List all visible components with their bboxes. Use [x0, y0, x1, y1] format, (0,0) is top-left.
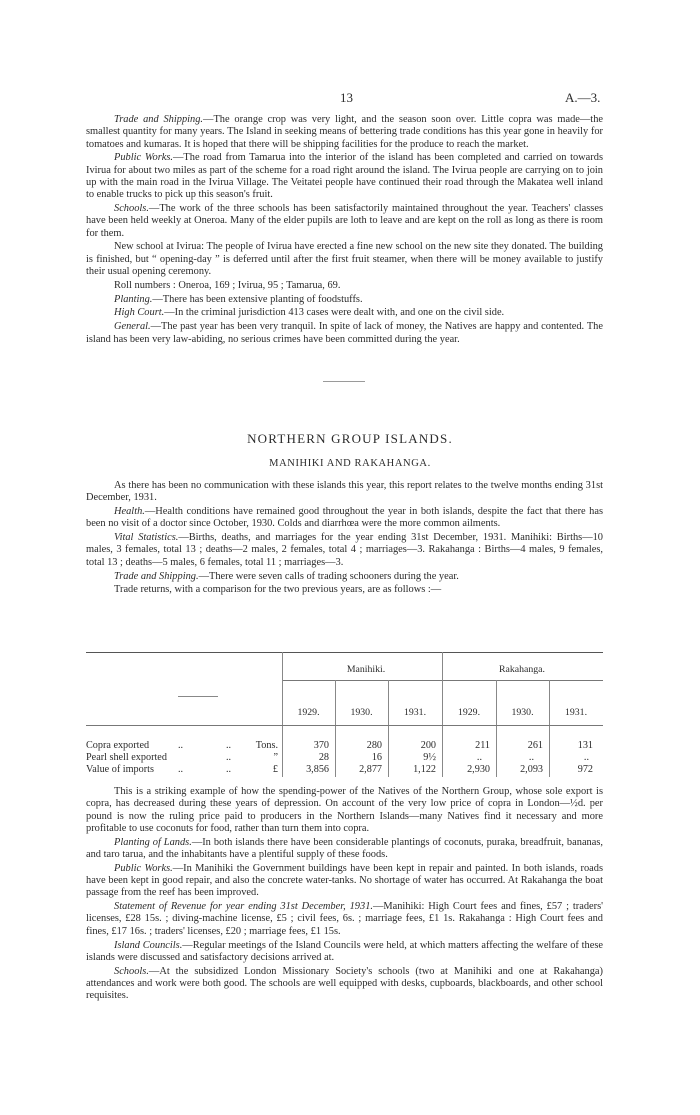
- table-cell: 28: [318, 752, 329, 763]
- table-cell: 2,093: [520, 764, 543, 775]
- table-cell: ..: [528, 752, 534, 763]
- paragraph-text: —In Manihiki the Government buildings have been kept in repair and painted. In both islands, roads have been kept in good repair, and also the concrete water-tanks. No shortage of water has occurred. At Rakahanga the boat passage from the reef has been improved.: [86, 862, 603, 899]
- paragraph-text: —Births, deaths, and marriages for the year ending 31st December, 1931. Manihiki: Births—10 males, 3 females, total 13 ; deaths—2 males, 2 females, total 4 ; marriages—3. Rakahanga : Births—4 males, 9 females, total 13 ; deaths—5 males, 6 females, total 11 ; marriages—3.: [86, 532, 603, 568]
- bottom-paragraphs: [86, 786, 603, 1004]
- paragraph-text: —Regular meetings of the Island Councils were held, at which matters affecting the welfare of these islands were discussed and satisfactory decisions arrived at.: [86, 939, 603, 963]
- paragraph-text: —The orange crop was very light, and the season soon over. Little copra was made—the smallest quantity for many years. The Island in seeking means of bettering trade conditions has this year gone in heavily for tomatoes and kumaras. It is hoped that there will be shipping facilities for the produce to reach the market.: [86, 114, 604, 150]
- section-divider: [323, 381, 365, 382]
- top-paragraphs: [86, 114, 603, 347]
- paragraph-planting: [86, 294, 603, 306]
- paragraph-text: Trade returns, with a comparison for the two previous years, are as follows :—: [114, 584, 442, 596]
- document-reference: A.—3.: [565, 90, 601, 105]
- paragraph-heading: Schools.: [114, 203, 149, 215]
- year-header: 1929.: [297, 707, 320, 718]
- paragraph-heading: Public Works.: [114, 152, 174, 164]
- paragraph-text: —The road from Tamarua into the interior of the island has been completed and carried on towards Ivirua for about two miles as part of the scheme for a road right around the island. The Ivirua people are carrying on to join up with the main road in the Ivirua Village. The Veitatei people have continued their road through the Makatea well inland to enable trucks to pick up this season's fruit.: [86, 152, 603, 201]
- table-top-rule: [86, 652, 603, 653]
- paragraph-heading: High Court.: [114, 307, 165, 319]
- paragraph-text: —Manihiki: High Court fees and fines, £57 ; traders' licenses, £28 15s. ; diving-machine license, £5 ; civil fees, 6s. ; marriage fees, £1 1s. Rakahanga : High Court fees and fines, £17 16s. ; traders' licenses, £20 ; marriage fees, £1 15s.: [86, 901, 604, 937]
- row-label: Pearl shell exported: [86, 752, 167, 763]
- year-header: 1930.: [350, 707, 373, 718]
- paragraph-health: [86, 506, 603, 531]
- year-header: 1930.: [511, 707, 534, 718]
- paragraph-trade-shipping: [86, 114, 603, 151]
- paragraph-trade-shipping-north: [86, 571, 603, 583]
- table-cell: 211: [475, 740, 490, 751]
- paragraph-new-school: [86, 241, 603, 278]
- paragraph-public-works: [86, 152, 603, 201]
- paragraph-text: —There has been extensive planting of foodstuffs.: [152, 293, 363, 305]
- paragraph-heading: Trade and Shipping.: [114, 114, 204, 125]
- year-header: 1929.: [457, 707, 481, 718]
- table-cell: 9½: [423, 752, 436, 763]
- header-rule: [86, 725, 603, 726]
- paragraph-vital-statistics: [86, 532, 603, 569]
- table-cell: 280: [366, 740, 382, 751]
- table-cell: 3,856: [306, 764, 329, 775]
- paragraph-schools-north: [86, 966, 603, 1003]
- row-unit: £: [272, 764, 278, 775]
- paragraph-text: This is a striking example of how the spending-power of the Natives of the Northern Group, whose sole export is copra, has decreased during these years of depression. On account of the very low price of copra in London—½d. per pound is now the ruling price paid to producers in the Northern Islands—many Natives find it necessary and more profitable to use coconuts for food, rather than turn them into copra.: [86, 786, 603, 834]
- paragraph-heading: Planting of Lands.: [114, 836, 192, 848]
- paragraph-public-works-north: [86, 863, 603, 900]
- row-leader: ..: [178, 740, 184, 751]
- table-cell: 16: [371, 752, 382, 763]
- paragraph-text: As there has been no communication with these islands this year, this report relates to the twelve months ending 31st December, 1931.: [86, 480, 603, 504]
- page-header: [0, 90, 700, 106]
- paragraph-heading: Schools.: [114, 965, 149, 977]
- row-leader: ..: [226, 740, 232, 751]
- paragraph-heading: General.: [114, 321, 151, 333]
- table-cell: 200: [420, 740, 436, 751]
- table-cell: 2,877: [359, 764, 382, 775]
- table-cell: 131: [577, 740, 593, 751]
- paragraph-heading: Island Councils.: [114, 939, 183, 951]
- paragraph-heading: Statement of Revenue for year ending 31st December, 1931.: [114, 901, 373, 913]
- paragraph-text: —The past year has been very tranquil. In spite of lack of money, the Natives are happy and contented. The island has been very law-abiding, no serious crimes have been committed during the year.: [86, 321, 603, 345]
- paragraph-general: [86, 321, 603, 346]
- table-cell: 261: [527, 740, 543, 751]
- paragraph-revenue: [86, 901, 603, 938]
- paragraph-heading: Public Works.: [114, 862, 173, 874]
- row-label: Value of imports: [86, 764, 154, 775]
- section-title: NORTHERN GROUP ISLANDS.: [247, 431, 453, 446]
- row-leader: ..: [226, 764, 232, 775]
- row-leader: ..: [226, 752, 232, 763]
- paragraph-intro: [86, 480, 603, 505]
- paragraph-text: —There were seven calls of trading schooners during the year.: [198, 570, 459, 582]
- row-label: Copra exported: [86, 740, 150, 751]
- paragraph-high-court: [86, 307, 603, 319]
- paragraph-roll-numbers: [86, 280, 603, 292]
- table-cell: 972: [577, 764, 593, 775]
- paragraph-schools: [86, 203, 603, 240]
- paragraph-text: —At the subsidized London Missionary Society's schools (two at Manihiki and one at Rakahanga) attendances and work were both good. The schools are well equipped with desks, cupboards, blackboards, and other school requisites.: [86, 965, 603, 1002]
- paragraph-spending-power: [86, 786, 603, 835]
- paragraph-text: —In both islands there have been considerable plantings of coconuts, puraka, breadfruit, bananas, and taro taruа, and the inhabitants have a plentiful supply of these foods.: [86, 836, 603, 860]
- page-number: 13: [340, 90, 353, 105]
- paragraph-heading: Vital Statistics.: [114, 532, 179, 544]
- row-unit: Tons.: [255, 740, 278, 751]
- table-cell: ..: [583, 752, 589, 763]
- row-unit: ”: [273, 752, 278, 763]
- paragraph-heading: Health.: [114, 506, 145, 518]
- paragraph-text: —The work of the three schools has been satisfactorily maintained throughout the year. Teachers' classes have been held weekly at Oneroa. Many of the elder pupils are loth to leave and are kept on the roll as long as there is room for them.: [86, 203, 603, 239]
- table-cell: 2,930: [467, 764, 490, 775]
- mid-paragraphs: [86, 480, 603, 598]
- row-leader: ..: [178, 764, 184, 775]
- stub-dash: [178, 696, 218, 697]
- paragraph-island-councils: [86, 940, 603, 965]
- table-cell: 370: [313, 740, 329, 751]
- paragraph-text: Roll numbers : Oneroa, 169 ; Ivirua, 95 ; Tamarua, 69.: [114, 279, 341, 291]
- group-header-manihiki: Manihiki.: [346, 664, 386, 675]
- table-cell: 1,122: [413, 764, 436, 775]
- paragraph-text: —Health conditions have remained good throughout the year in both islands, despite the fact that there has been no visit of a doctor since October, 1930. Colds and diarrhœa were the more common ailments.: [86, 506, 603, 530]
- table-cell: ..: [476, 752, 482, 763]
- paragraph-trade-returns: [86, 584, 603, 596]
- year-header: 1931.: [403, 707, 427, 718]
- section-subtitle: MANIHIKI AND RAKAHANGA.: [269, 458, 431, 469]
- paragraph-planting-lands: [86, 837, 603, 862]
- paragraph-text: New school at Ivirua: The people of Ivirua have erected a fine new school on the new site they donated. The building is finished, but “ opening-day ” is deferred until after the first fruit steamer, when there will be money available to justify their usual opening ceremony.: [86, 241, 603, 278]
- paragraph-text: —In the criminal jurisdiction 413 cases were dealt with, and one on the civil side.: [164, 307, 505, 319]
- group-header-rakahanga: Rakahanga.: [499, 664, 545, 675]
- paragraph-heading: Trade and Shipping.: [114, 570, 199, 582]
- year-header: 1931.: [564, 707, 588, 718]
- paragraph-heading: Planting.: [114, 293, 153, 305]
